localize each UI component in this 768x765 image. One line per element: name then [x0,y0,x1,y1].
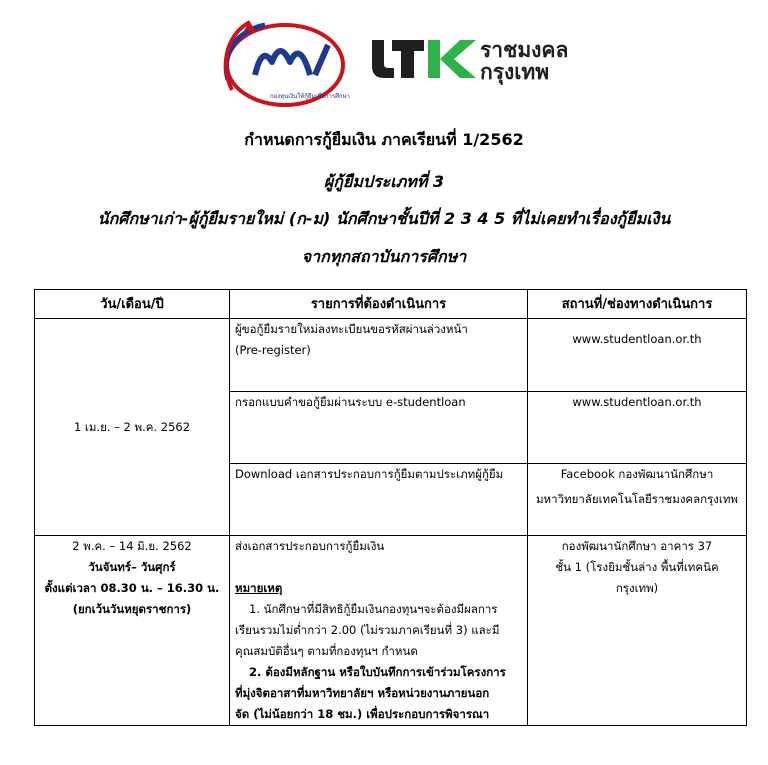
place-text: มหาวิทยาลัยเทคโนโลยีราชมงคลกรุงเทพ [535,492,739,506]
eligibility-heading: นักศึกษาเก่า-ผู้กู้ยืมรายใหม่ (ก-ม) นักศึกษาชั้นปีที่ 2 3 4 5 ที่ไม่เคยทำเรื่องกู้ยืมเงิน [97,209,671,228]
task-text: กรอกแบบคำขอกู้ยืมผ่านระบบ e-studentloan [235,395,466,409]
borrower-type-heading: ผู้กู้ยืมประเภทที่ 3 [323,172,445,191]
holiday-note: (ยกเว้นวันหยุดราชการ) [72,602,192,616]
place-cell [528,464,747,536]
table-header-row [35,290,747,319]
date-range: 2 พ.ค. – 14 มิ.ย. 2562 [72,539,192,553]
place-text: กองพัฒนานักศึกษา อาคาร 37 [561,539,713,553]
place-text: กรุงเทพ) [615,581,659,595]
task-text: ส่งเอกสารประกอบการกู้ยืมเงิน [235,539,385,553]
task-text: (Pre-register) [235,343,311,357]
student-loan-fund-logo [210,20,370,110]
weekday-range: วันจันทร์– วันศุกร์ [88,560,176,574]
note-text: จัด (ไม่น้อยกว่า 18 ชม.) เพื่อประกอบการพิจารณา [235,707,490,721]
note-text: ที่มุ่งจิตอาสาที่มหาวิทยาลัยฯ หรือหน่วยงานภายนอก [235,686,490,700]
note-label: หมายเหตุ [235,581,283,595]
date-range: 1 เม.ย. – 2 พ.ค. 2562 [73,419,191,434]
task-text: ผู้ขอกู้ยืมรายใหม่ลงทะเบียนขอรหัสผ่านล่วงหน้า [235,322,468,336]
document-title: กำหนดการกู้ยืมเงิน ภาคเรียนที่ 1/2562 [244,130,524,149]
note-text: คุณสมบัติอื่นๆ ตามที่กองทุนฯ กำหนด [235,644,418,658]
institution-heading: จากทุกสถาบันการศึกษา [301,247,467,266]
task-cell [230,536,528,726]
place-cell [528,536,747,726]
header-logos [0,0,768,110]
note-text: เรียนรวมไม่ต่ำกว่า 2.00 (ไม่รวมภาคเรียนที่ 3) และมี [235,623,500,637]
column-header-date: วัน/เดือน/ปี [35,290,230,319]
place-text: Facebook กองพัฒนานักศึกษา [560,467,714,481]
rmutk-logo-mark [370,38,480,80]
fund-logo-text: กองทุนเงินให้กู้ยืมเพื่อการศึกษา [270,93,350,100]
schedule-table [34,289,747,726]
table-row [35,536,747,726]
brand-name-line1: ราชมงคล [480,39,569,62]
place-text: www.studentloan.or.th [572,332,702,346]
date-cell [35,536,230,726]
place-cell [528,319,747,392]
time-range: ตั้งแต่เวลา 08.30 น. – 16.30 น. [44,581,220,595]
note-text: 1. นักศึกษาที่มีสิทธิกู้ยืมเงินกองทุนฯจะต้องมีผลการ [249,602,498,616]
brand-name-line2: กรุงเทพ [480,61,550,84]
date-cell [35,319,230,536]
task-text: Download เอกสารประกอบการกู้ยืมตามประเภทผู้กู้ยืม [235,467,504,481]
column-header-task: รายการที่ต้องดำเนินการ [230,290,528,319]
column-header-place: สถานที่/ช่องทางดำเนินการ [528,290,747,319]
task-cell [230,319,528,392]
task-cell [230,392,528,464]
table-row [35,319,747,392]
place-cell [528,392,747,464]
place-text: ชั้น 1 (โรงยิมชั้นล่าง พื้นที่เทคนิค [555,560,719,574]
place-text: www.studentloan.or.th [572,395,702,409]
note-text: 2. ต้องมีหลักฐาน หรือใบบันทึกการเข้าร่วมโครงการ [249,665,506,679]
task-cell [230,464,528,536]
